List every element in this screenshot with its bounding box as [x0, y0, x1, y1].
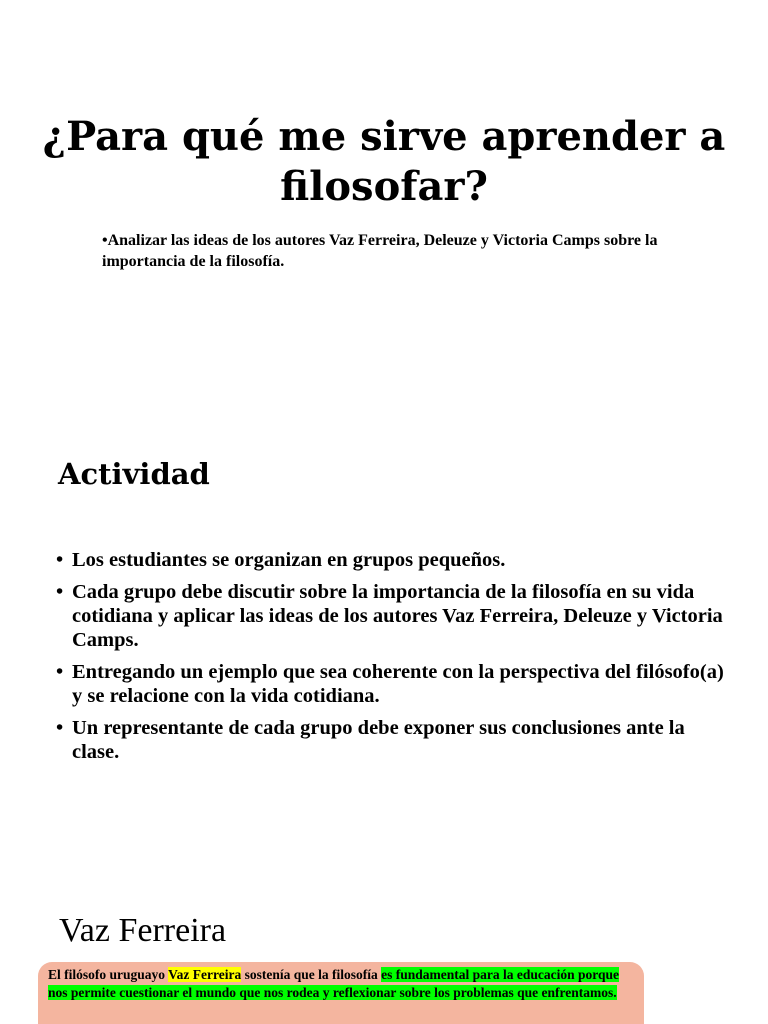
highlight-name: Vaz Ferreira: [168, 967, 242, 982]
activity-item-text: Los estudiantes se organizan en grupos pequeños.: [72, 549, 506, 571]
vaz-ferreira-quote: [48, 966, 634, 1001]
bullet-icon: •: [56, 581, 64, 603]
activity-item-text: Cada grupo debe discutir sobre la importancia de la filosofía en su vida cotidiana y aplicar las ideas de los autores Vaz Ferreira, Deleuze y Victoria Camps.: [72, 581, 723, 651]
slide-title: ¿Para qué me sirve aprender a filosofar?: [42, 113, 726, 210]
activity-item: [56, 548, 726, 572]
quote-text-part1: El filósofo uruguayo: [48, 967, 169, 982]
activity-item: [56, 580, 726, 652]
bullet-icon: •: [56, 549, 64, 571]
objective-text: •Analizar las ideas de los autores Vaz Ferreira, Deleuze y Victoria Camps sobre la importancia de la filosofía.: [102, 232, 658, 270]
highlight-key-idea: es fundamental para la educación porque nos permite cuestionar el mundo que nos rodea y reflexionar sobre los problemas que enfrentamos.: [48, 967, 620, 1000]
bullet-icon: •: [56, 661, 64, 683]
activity-item: [56, 660, 726, 708]
activity-list: [56, 548, 726, 772]
activity-item: [56, 716, 726, 764]
quote-text-part2: sostenía que la filosofía: [241, 967, 382, 982]
activity-item-text: Un representante de cada grupo debe exponer sus conclusiones ante la clase.: [72, 717, 685, 763]
activity-heading: Actividad: [58, 457, 210, 491]
vaz-ferreira-heading: Vaz Ferreira: [59, 912, 227, 949]
activity-item-text: Entregando un ejemplo que sea coherente con la perspectiva del filósofo(a) y se relacione con la vida cotidiana.: [72, 661, 724, 707]
bullet-icon: •: [56, 717, 64, 739]
vaz-ferreira-quote-box: [38, 962, 644, 1024]
